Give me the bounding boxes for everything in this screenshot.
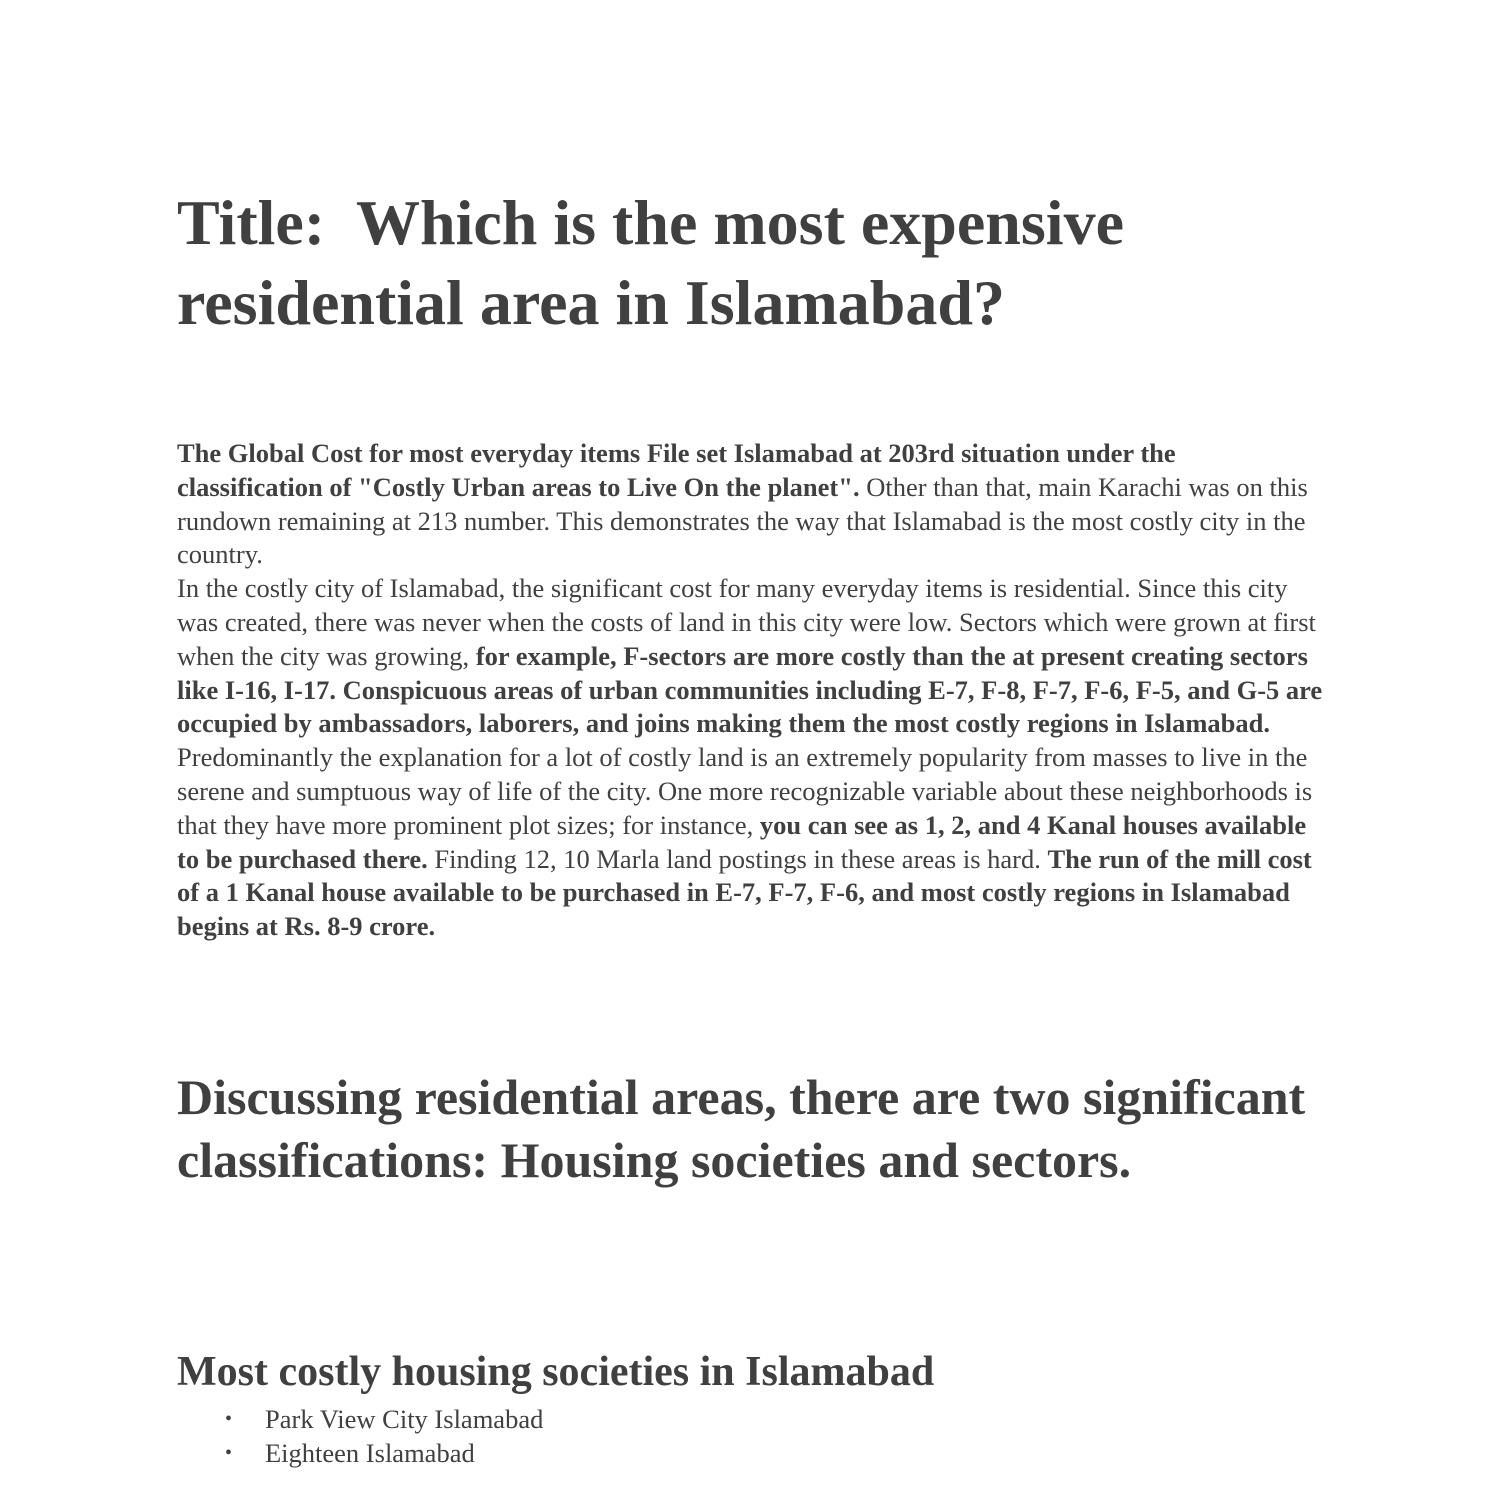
list-item-label: Eighteen Islamabad	[265, 1438, 475, 1468]
list-item	[177, 1402, 543, 1436]
list-item-label: Park View City Islamabad	[265, 1404, 544, 1434]
list-item	[177, 1436, 543, 1470]
text-run: Other than that, main Karachi was on this rundown remaining at 213 number. This demonstrates the way that Islamabad is the most costly city in the country.	[177, 471, 1308, 570]
bold-run: for example, F-sectors are more costly than the at present creating sectors like I-16, I-17. Conspicuous areas of urban communities including E-7, F-8, F-7, F-6, F-5, and G-5 are occupied by ambassadors, laborers, and joins making them the most costly regions in Islamabad.	[177, 640, 1323, 739]
bold-run: The run of the mill cost of a 1 Kanal house available to be purchased in E-7, F-7, F-6, and most costly regions in Islamabad begins at Rs. 8-9 crore.	[177, 843, 1312, 942]
paragraph-global-cost	[177, 437, 1327, 572]
text-run: In the costly city of Islamabad, the significant cost for many everyday items is residential. Since this city was created, there was never when the costs of land in this city were low. Sectors which were grown at first when the city was growing,	[177, 573, 1316, 671]
housing-societies-list	[177, 1402, 543, 1470]
text-run: Finding 12, 10 Marla land postings in these areas is hard.	[427, 843, 1048, 874]
paragraph-costly-city	[177, 572, 1327, 944]
bold-run: you can see as 1, 2, and 4 Kanal houses available to be purchased there.	[177, 809, 1307, 874]
heading-housing-societies: Most costly housing societies in Islamabad	[177, 1349, 935, 1395]
bold-run: The Global Cost for most everyday items File set Islamabad at 203rd situation under the classification of "Costly Urban areas to Live On the planet".	[177, 438, 1176, 502]
body-text	[177, 437, 1327, 944]
document-title: Title: Which is the most expensive residential area in Islamabad?	[177, 187, 1140, 338]
heading-classifications: Discussing residential areas, there are two significant classifications: Housing societies and sectors.	[177, 1069, 1306, 1188]
bullet-icon: •	[225, 1442, 233, 1464]
text-run: Predominantly the explanation for a lot of costly land is an extremely popularity from masses to live in the serene and sumptuous way of life of the city. One more recognizable variable about these neighborhoods is that they have more prominent plot sizes; for instance,	[177, 742, 1313, 840]
bullet-icon: •	[225, 1408, 233, 1430]
